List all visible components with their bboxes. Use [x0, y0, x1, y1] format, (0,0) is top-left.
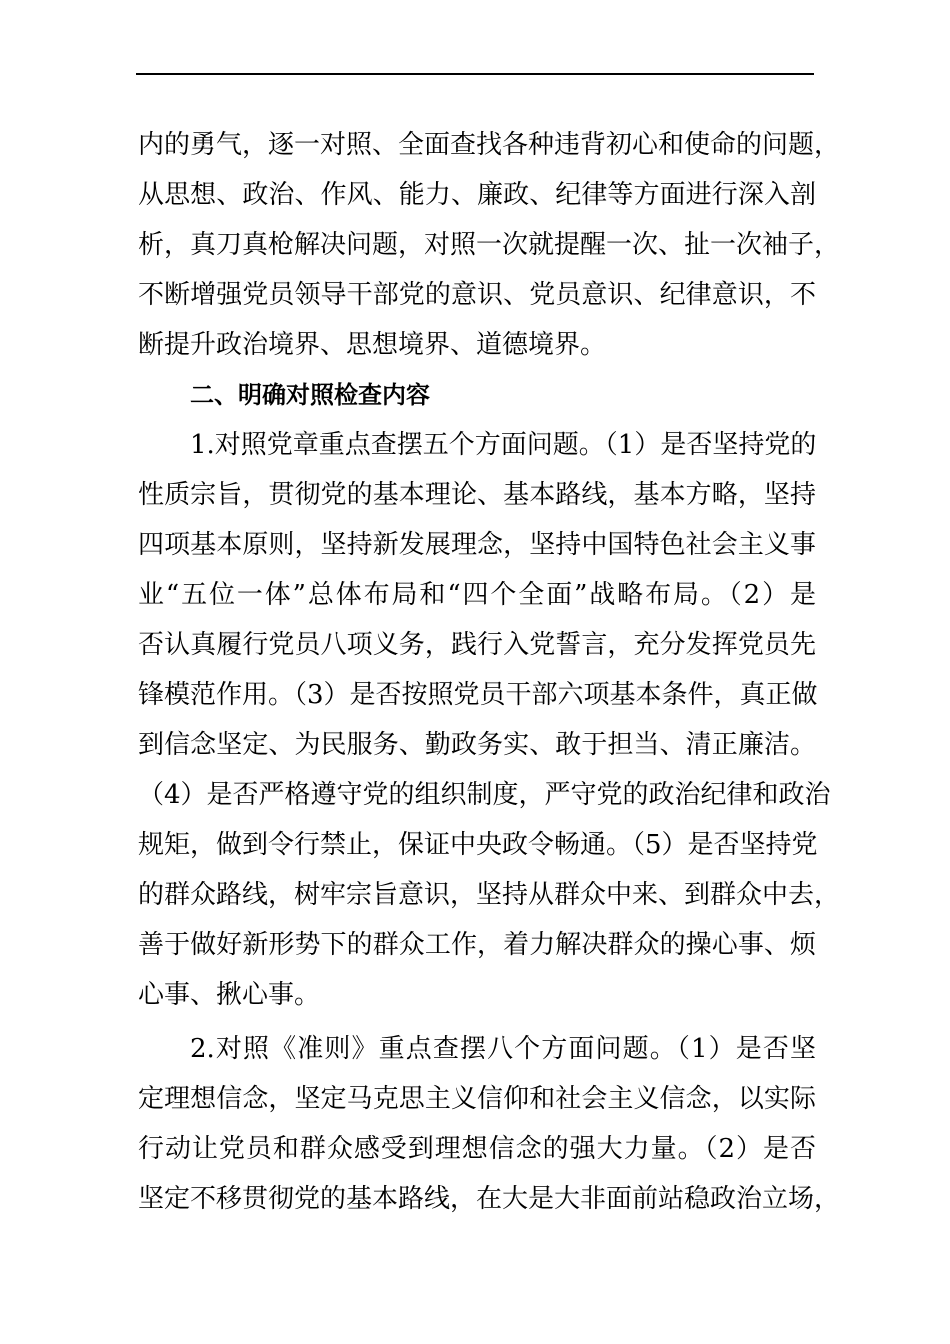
- item1-line: 规矩，做到令行禁止，保证中央政令畅通。（5）是否坚持党: [138, 830, 818, 860]
- item1-line: 心事、揪心事。: [138, 980, 321, 1010]
- item1-line: 锋模范作用。（3）是否按照党员干部六项基本条件，真正做: [138, 680, 818, 710]
- paragraph-line: 内的勇气，逐一对照、全面查找各种违背初心和使命的问题，: [138, 130, 841, 160]
- item1-line: 否认真履行党员八项义务，践行入党誓言，充分发挥党员先: [138, 630, 816, 660]
- paragraph-line: 不断增强党员领导干部党的意识、党员意识、纪律意识，不: [138, 280, 816, 310]
- item1-line: 的群众路线，树牢宗旨意识，坚持从群众中来、到群众中去，: [138, 880, 841, 910]
- item1-line: 业“五位一体”总体布局和“四个全面”战略布局。（2）是: [138, 580, 816, 610]
- paragraph-line: 断提升政治境界、思想境界、道德境界。: [138, 330, 607, 360]
- item1-line: 性质宗旨，贯彻党的基本理论、基本路线，基本方略，坚持: [138, 480, 816, 510]
- item2-line: 坚定不移贯彻党的基本路线，在大是大非面前站稳政治立场，: [138, 1184, 841, 1214]
- paragraph-line: 析，真刀真枪解决问题，对照一次就提醒一次、扯一次袖子，: [138, 230, 841, 260]
- section-heading: 二、明确对照检查内容: [190, 381, 430, 409]
- paragraph-line: 从思想、政治、作风、能力、廉政、纪律等方面进行深入剖: [138, 180, 816, 210]
- header-rule: [136, 73, 814, 75]
- item1-line: 四项基本原则，坚持新发展理念，坚持中国特色社会主义事: [138, 530, 816, 560]
- item1-line: 善于做好新形势下的群众工作，着力解决群众的操心事、烦: [138, 930, 816, 960]
- item2-line: 定理想信念，坚定马克思主义信仰和社会主义信念，以实际: [138, 1084, 816, 1114]
- item1-line: 1.对照党章重点查摆五个方面问题。（1）是否坚持党的: [190, 430, 817, 460]
- item2-line: 2.对照《准则》重点查摆八个方面问题。（1）是否坚: [190, 1034, 816, 1064]
- item1-line: 到信念坚定、为民服务、勤政务实、敢于担当、清正廉洁。: [138, 730, 816, 760]
- body-text: [138, 120, 841, 1224]
- item2-line: 行动让党员和群众感受到理想信念的强大力量。（2）是否: [138, 1134, 816, 1164]
- item1-line: （4）是否严格遵守党的组织制度，严守党的政治纪律和政治: [138, 780, 831, 810]
